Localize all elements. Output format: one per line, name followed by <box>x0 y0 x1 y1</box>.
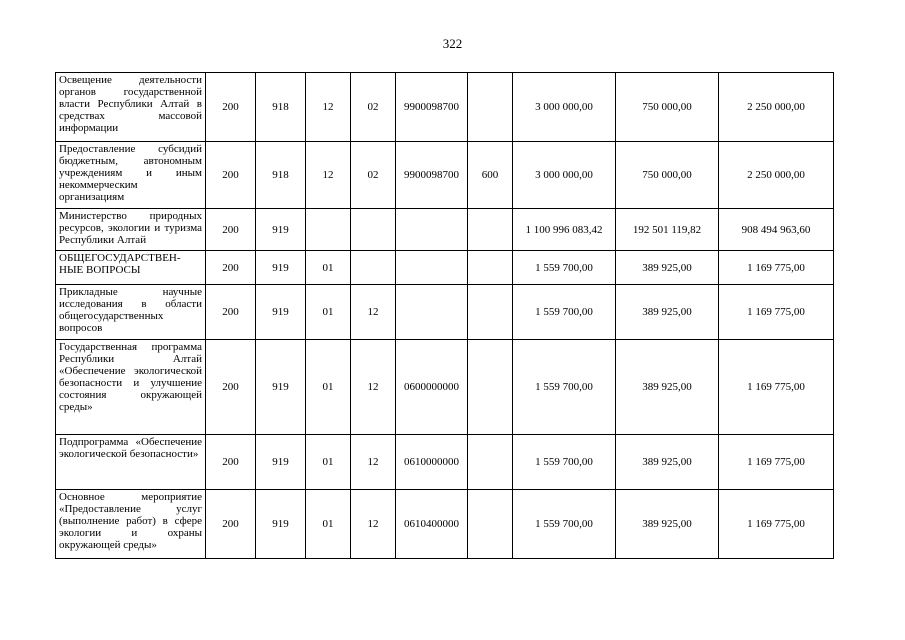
table-row <box>56 435 834 490</box>
table-row <box>56 73 834 142</box>
code-cell: 9900098700 <box>396 142 468 209</box>
code-cell: 918 <box>256 142 306 209</box>
amount-cell: 1 169 775,00 <box>719 251 834 285</box>
code-cell: 919 <box>256 435 306 490</box>
code-cell <box>396 285 468 340</box>
code-cell <box>468 340 513 435</box>
amount-cell: 1 100 996 083,42 <box>513 209 616 251</box>
code-cell: 918 <box>256 73 306 142</box>
code-cell: 12 <box>351 435 396 490</box>
amount-cell: 1 169 775,00 <box>719 340 834 435</box>
code-cell: 0600000000 <box>396 340 468 435</box>
amount-cell: 750 000,00 <box>616 73 719 142</box>
row-name: Министерство природных ресурсов, экологии и туризма Республики Алтай <box>56 209 206 251</box>
code-cell: 02 <box>351 142 396 209</box>
code-cell: 200 <box>206 209 256 251</box>
code-cell: 919 <box>256 251 306 285</box>
amount-cell: 1 559 700,00 <box>513 251 616 285</box>
code-cell: 919 <box>256 340 306 435</box>
amount-cell: 1 169 775,00 <box>719 435 834 490</box>
code-cell: 200 <box>206 435 256 490</box>
code-cell <box>468 285 513 340</box>
code-cell <box>468 435 513 490</box>
code-cell: 0610400000 <box>396 490 468 559</box>
table-row <box>56 251 834 285</box>
code-cell: 0610000000 <box>396 435 468 490</box>
code-cell: 12 <box>351 490 396 559</box>
code-cell: 01 <box>306 285 351 340</box>
code-cell: 12 <box>351 340 396 435</box>
code-cell: 01 <box>306 490 351 559</box>
code-cell: 12 <box>306 73 351 142</box>
amount-cell: 389 925,00 <box>616 251 719 285</box>
row-name: Подпрограмма «Обеспечение экологической безопасности» <box>56 435 206 490</box>
page-number: 322 <box>442 36 463 51</box>
row-name: Основное мероприятие «Предоставление услуг (выполнение работ) в сфере экологии и охраны окружающей среды» <box>56 490 206 559</box>
code-cell: 600 <box>468 142 513 209</box>
amount-cell: 908 494 963,60 <box>719 209 834 251</box>
code-cell <box>468 209 513 251</box>
amount-cell: 389 925,00 <box>616 435 719 490</box>
code-cell: 200 <box>206 251 256 285</box>
amount-cell: 1 559 700,00 <box>513 435 616 490</box>
amount-cell: 2 250 000,00 <box>719 142 834 209</box>
amount-cell: 1 559 700,00 <box>513 490 616 559</box>
amount-cell: 1 169 775,00 <box>719 285 834 340</box>
amount-cell: 3 000 000,00 <box>513 142 616 209</box>
code-cell: 12 <box>351 285 396 340</box>
row-name: Прикладные научные исследования в области общегосударственных вопросов <box>56 285 206 340</box>
code-cell: 01 <box>306 340 351 435</box>
amount-cell: 1 169 775,00 <box>719 490 834 559</box>
table-row <box>56 285 834 340</box>
code-cell <box>468 490 513 559</box>
code-cell <box>468 73 513 142</box>
code-cell: 919 <box>256 209 306 251</box>
amount-cell: 1 559 700,00 <box>513 285 616 340</box>
budget-table <box>55 72 834 559</box>
row-name: ОБЩЕГОСУДАРСТВЕН-НЫЕ ВОПРОСЫ <box>56 251 206 285</box>
code-cell: 200 <box>206 142 256 209</box>
amount-cell: 2 250 000,00 <box>719 73 834 142</box>
table-row <box>56 209 834 251</box>
table-row <box>56 490 834 559</box>
code-cell <box>351 251 396 285</box>
amount-cell: 389 925,00 <box>616 285 719 340</box>
code-cell: 01 <box>306 251 351 285</box>
amount-cell: 389 925,00 <box>616 340 719 435</box>
code-cell <box>396 209 468 251</box>
code-cell <box>396 251 468 285</box>
row-name: Освещение деятельности органов государственной власти Республики Алтай в средствах массовой информации <box>56 73 206 142</box>
amount-cell: 750 000,00 <box>616 142 719 209</box>
amount-cell: 3 000 000,00 <box>513 73 616 142</box>
code-cell: 12 <box>306 142 351 209</box>
amount-cell: 192 501 119,82 <box>616 209 719 251</box>
row-name: Предоставление субсидий бюджетным, автономным учреждениям и иным некоммерческим организациям <box>56 142 206 209</box>
code-cell: 02 <box>351 73 396 142</box>
table-row <box>56 142 834 209</box>
code-cell <box>306 209 351 251</box>
row-name: Государственная программа Республики Алтай «Обеспечение экологической безопасности и улучшение состояния окружающей среды» <box>56 340 206 435</box>
table-row <box>56 340 834 435</box>
code-cell: 9900098700 <box>396 73 468 142</box>
code-cell: 01 <box>306 435 351 490</box>
amount-cell: 1 559 700,00 <box>513 340 616 435</box>
amount-cell: 389 925,00 <box>616 490 719 559</box>
code-cell: 200 <box>206 490 256 559</box>
code-cell: 919 <box>256 285 306 340</box>
code-cell: 200 <box>206 285 256 340</box>
code-cell <box>468 251 513 285</box>
code-cell: 919 <box>256 490 306 559</box>
code-cell: 200 <box>206 73 256 142</box>
code-cell: 200 <box>206 340 256 435</box>
code-cell <box>351 209 396 251</box>
